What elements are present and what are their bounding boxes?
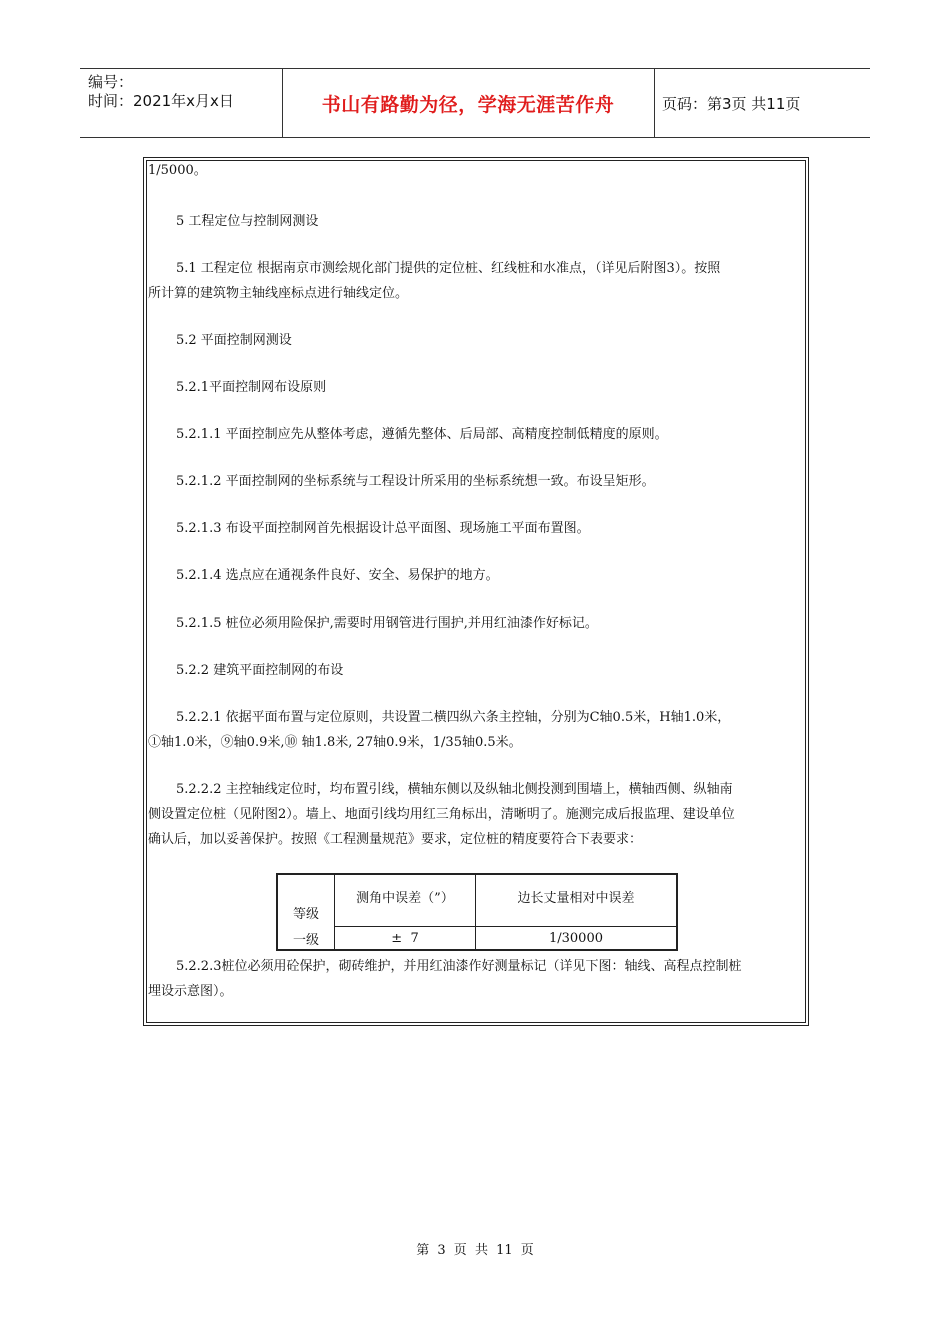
body-line: 确认后，加以妥善保护。按照《工程测量规范》要求，定位桩的精度要符合下表要求： — [148, 832, 643, 847]
header-divider — [654, 69, 655, 137]
precision-table — [276, 873, 678, 951]
body-line: 5.2.1.5 桩位必须用险保护,需要时用钢管进行围护,并用红油漆作好标记。 — [176, 616, 598, 631]
header-meta — [88, 73, 234, 111]
subsection-heading: 5.2.1平面控制网布设原则 — [176, 380, 327, 395]
body-line: 5.2.2.1 依据平面布置与定位原则，共设置二横四纵六条主控轴，分别为C轴0.5米，H轴1.0米， — [176, 710, 731, 725]
section-heading: 5 工程定位与控制网测设 — [176, 214, 319, 229]
body-line: 所计算的建筑物主轴线座标点进行轴线定位。 — [148, 286, 409, 301]
body-line: 5.2.2.3桩位必须用砼保护，砌砖维护，并用红油漆作好测量标记（详见下图：轴线、高程点控制桩 — [176, 959, 742, 974]
table-header-length-error: 边长丈量相对中误差 — [517, 891, 635, 906]
footer-text: 页 — [453, 1243, 467, 1258]
header-motto: 书山有路勤为径，学海无涯苦作舟 — [321, 93, 615, 116]
subsection-heading: 5.2 平面控制网测设 — [176, 333, 292, 348]
body-line: 5.2.1.2 平面控制网的坐标系统与工程设计所采用的坐标系统想一致。布设呈矩形。 — [176, 474, 655, 489]
table-cell-grade: 一级 — [292, 932, 319, 948]
footer-text: 第 — [416, 1243, 430, 1258]
body-line: ①轴1.0米，⑨轴0.9米,⑩ 轴1.8米, 27轴0.9米，1/35轴0.5米。 — [148, 735, 522, 750]
page-header — [80, 68, 870, 138]
table-header-grade: 等级 — [292, 907, 319, 922]
body-line: 1/5000。 — [148, 163, 207, 178]
footer-current-page: 3 — [437, 1243, 446, 1258]
subsection-heading: 5.2.2 建筑平面控制网的布设 — [176, 663, 344, 678]
table-header-angle-error: 测角中误差（”） — [356, 891, 454, 906]
body-line: 5.1 工程定位 根据南京市测绘规化部门提供的定位桩、红线桩和水准点，（详见后附图3）。按照 — [176, 261, 721, 276]
table-cell-length-error: 1/30000 — [548, 930, 603, 946]
body-line: 5.2.1.4 选点应在通视条件良好、安全、易保护的地方。 — [176, 568, 499, 583]
body-line: 5.2.1.3 布设平面控制网首先根据设计总平面图、现场施工平面布置图。 — [176, 521, 590, 536]
document-date: 时间：2021年x月x日 — [88, 92, 234, 110]
body-line: 埋设示意图）。 — [148, 984, 233, 999]
document-number-label: 编号： — [88, 73, 134, 91]
footer-text: 页 — [520, 1243, 534, 1258]
body-line: 5.2.2.2 主控轴线定位时，均布置引线，横轴东侧以及纵轴北侧投测到围墙上，横轴西侧、纵轴南 — [176, 782, 733, 797]
header-page-info: 页码：第3页 共11页 — [662, 94, 801, 113]
body-line: 侧设置定位桩（见附图2）。墙上、地面引线均用红三角标出，清晰明了。施测完成后报监理、建设单位 — [148, 807, 735, 822]
page-footer — [0, 1239, 950, 1258]
table-cell-angle-error: ± 7 — [391, 930, 419, 946]
footer-total-pages: 11 — [496, 1243, 513, 1258]
body-line: 5.2.1.1 平面控制应先从整体考虑，遵循先整体、后局部、高精度控制低精度的原则。 — [176, 427, 668, 442]
footer-text: 共 — [474, 1243, 488, 1258]
